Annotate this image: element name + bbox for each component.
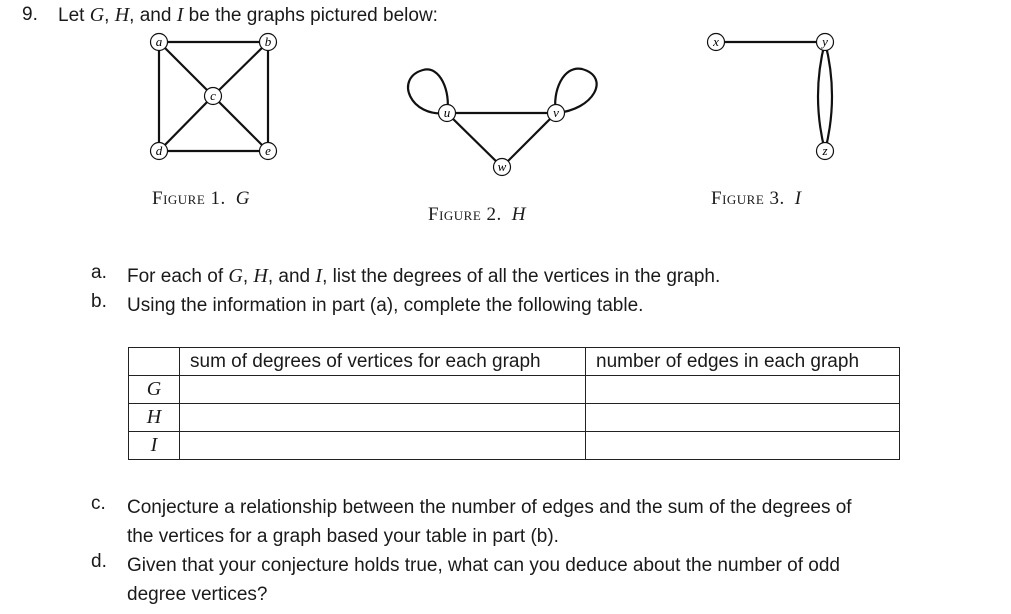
svg-text:u: u — [443, 105, 451, 120]
part-a-label: a. — [91, 262, 107, 283]
table-header-sum-degrees: sum of degrees of vertices for each graph — [180, 348, 586, 376]
edge-y-z-right — [825, 42, 832, 151]
edge-a-c — [159, 42, 213, 96]
graph-i-symbol: I — [176, 4, 184, 26]
table-row-label: H — [129, 404, 180, 432]
svg-text:w: w — [497, 159, 507, 174]
vertex-d — [151, 143, 168, 160]
graph-i-vertices — [708, 34, 834, 160]
svg-text:c: c — [210, 88, 216, 103]
table-row — [129, 376, 900, 404]
svg-text:y: y — [822, 34, 828, 49]
figure-2-caption: Figure 2. H — [428, 204, 527, 225]
part-d-label: d. — [91, 551, 107, 572]
svg-text:v: v — [553, 105, 559, 120]
svg-text:a: a — [155, 34, 163, 49]
table-header-num-edges: number of edges in each graph — [586, 348, 900, 376]
graph-h-symbol: H — [114, 4, 130, 26]
table-cell-sum[interactable] — [180, 376, 586, 404]
vertex-a — [151, 34, 168, 51]
graph-h — [408, 69, 597, 167]
table-cell-sum[interactable] — [180, 432, 586, 460]
edge-c-d — [159, 96, 213, 151]
svg-text:x: x — [713, 34, 719, 49]
vertex-e — [260, 143, 277, 160]
vertex-b — [260, 34, 277, 51]
table-row-label: G — [129, 376, 180, 404]
table-cell-edges[interactable] — [586, 432, 900, 460]
edge-b-c — [213, 42, 268, 96]
part-a-text: For each of G, H, and I, list the degrees of all the vertices in the graph. — [127, 265, 721, 287]
vertex-v — [548, 105, 565, 122]
table-cell-edges[interactable] — [586, 376, 900, 404]
vertex-y — [817, 34, 834, 51]
part-a — [91, 262, 951, 291]
table-row-label: I — [129, 432, 180, 460]
svg-text:z: z — [822, 143, 828, 158]
vertex-c — [205, 88, 222, 105]
table-cell-sum[interactable] — [180, 404, 586, 432]
edge-c-e — [213, 96, 268, 151]
edge-y-z-left — [818, 42, 825, 151]
question-number: 9. — [22, 4, 38, 25]
part-d — [91, 551, 971, 609]
svg-text:b: b — [264, 34, 272, 49]
figure-3-caption: Figure 3. I — [711, 188, 802, 209]
graph-i — [716, 42, 832, 151]
part-d-text: Given that your conjecture holds true, what can you deduce about the number of odd degree vertices? — [127, 555, 840, 605]
vertex-x — [708, 34, 725, 51]
vertex-u — [439, 105, 456, 122]
edge-u-w — [447, 113, 502, 167]
part-c-text: Conjecture a relationship between the number of edges and the sum of the degrees of the vertices for a graph based your table in part (b). — [127, 497, 852, 547]
table-header-row — [129, 348, 900, 376]
part-b-label: b. — [91, 291, 107, 312]
graph-g-symbol: G — [89, 4, 105, 26]
edge-v-w — [502, 113, 556, 167]
table-row — [129, 432, 900, 460]
part-c-label: c. — [91, 493, 106, 514]
table-row — [129, 404, 900, 432]
figure-1-caption: Figure 1. G — [152, 188, 251, 209]
svg-text:e: e — [265, 143, 271, 158]
part-c — [91, 493, 971, 551]
table-cell-edges[interactable] — [586, 404, 900, 432]
part-b-text: Using the information in part (a), complete the following table. — [127, 295, 644, 316]
vertex-w — [494, 159, 511, 176]
svg-text:d: d — [155, 143, 163, 158]
table-corner-cell — [129, 348, 180, 376]
question-intro: Let G, H, and I be the graphs pictured below: — [58, 4, 438, 26]
vertex-z — [817, 143, 834, 160]
graph-h-vertices — [439, 105, 565, 176]
part-b — [91, 291, 951, 320]
degrees-table — [128, 347, 900, 460]
